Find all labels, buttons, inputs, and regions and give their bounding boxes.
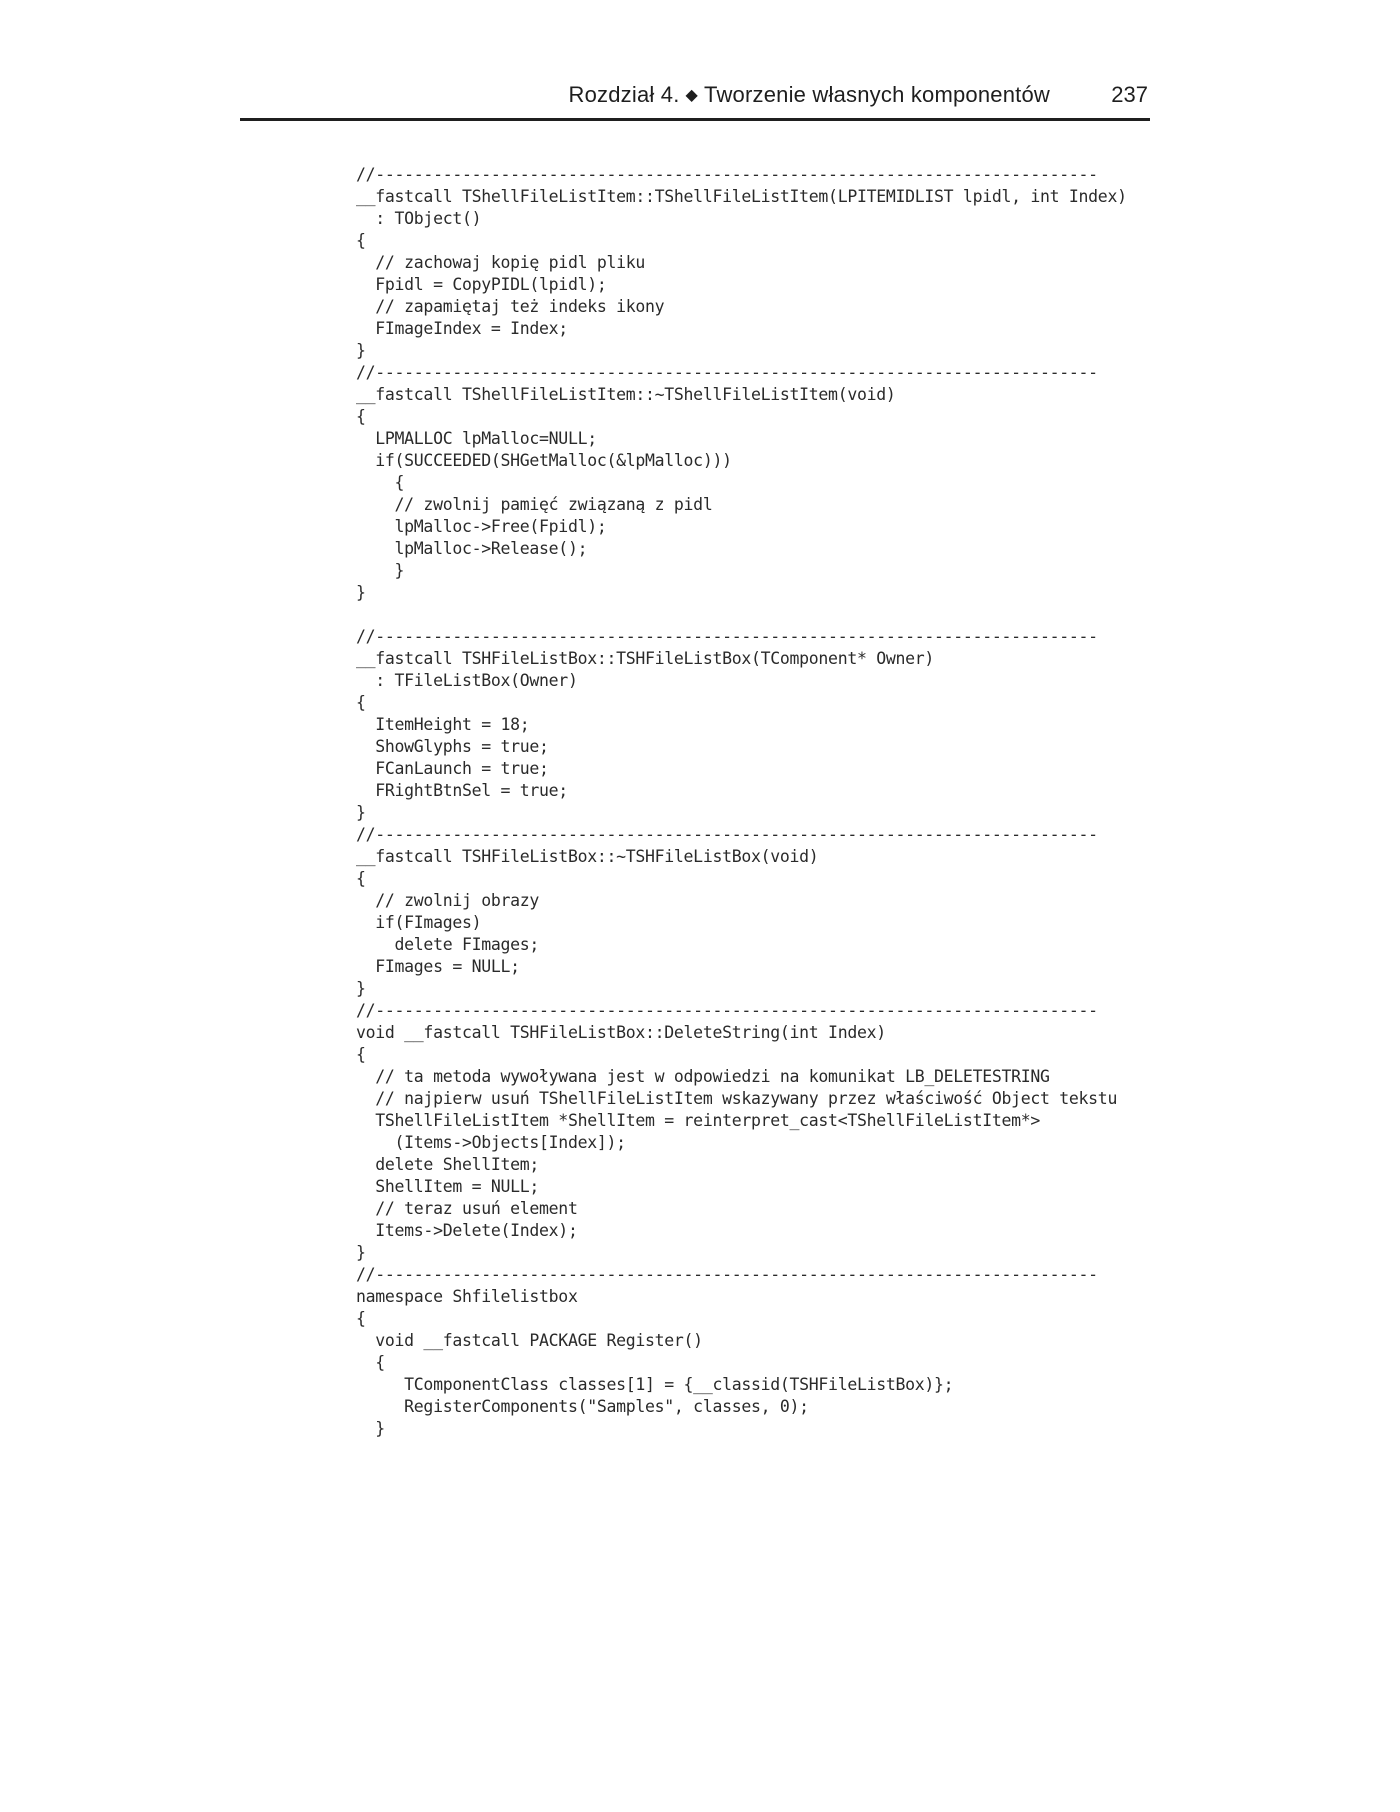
code-line: // ta metoda wywoływana jest w odpowiedzi na komunikat LB_DELETESTRING [356, 1067, 1050, 1086]
code-line: //--------------------------------------------------------------------------- [356, 363, 1098, 382]
chapter-title: Tworzenie własnych komponentów [704, 82, 1050, 107]
code-line: void __fastcall TSHFileListBox::DeleteString(int Index) [356, 1023, 886, 1042]
code-line: TShellFileListItem *ShellItem = reinterpret_cast<TShellFileListItem*> [356, 1111, 1041, 1130]
code-line: { [356, 1045, 366, 1064]
code-line: } [356, 1243, 366, 1262]
code-line: namespace Shfilelistbox [356, 1287, 578, 1306]
code-line: lpMalloc->Release(); [356, 539, 588, 558]
code-line: (Items->Objects[Index]); [356, 1133, 626, 1152]
code-line: TComponentClass classes[1] = {__classid(TSHFileListBox)}; [356, 1375, 954, 1394]
code-line: FRightBtnSel = true; [356, 781, 568, 800]
code-line: : TObject() [356, 209, 482, 228]
code-line: // teraz usuń element [356, 1199, 578, 1218]
code-line: delete ShellItem; [356, 1155, 540, 1174]
code-line: // najpierw usuń TShellFileListItem wskazywany przez właściwość Object tekstu [356, 1089, 1118, 1108]
code-line: __fastcall TShellFileListItem::~TShellFileListItem(void) [356, 385, 896, 404]
code-line: ShowGlyphs = true; [356, 737, 549, 756]
code-line: delete FImages; [356, 935, 540, 954]
code-line: LPMALLOC lpMalloc=NULL; [356, 429, 597, 448]
code-line: // zwolnij pamięć związaną z pidl [356, 495, 713, 514]
code-line: //--------------------------------------------------------------------------- [356, 825, 1098, 844]
code-line: //--------------------------------------------------------------------------- [356, 165, 1098, 184]
code-line: } [356, 583, 366, 602]
code-line: { [356, 473, 405, 492]
code-line: void __fastcall PACKAGE Register() [356, 1331, 703, 1350]
code-line: //--------------------------------------------------------------------------- [356, 627, 1098, 646]
code-line: if(SUCCEEDED(SHGetMalloc(&lpMalloc))) [356, 451, 732, 470]
code-line: // zwolnij obrazy [356, 891, 540, 910]
code-line: ShellItem = NULL; [356, 1177, 540, 1196]
code-line: //--------------------------------------------------------------------------- [356, 1265, 1098, 1284]
code-line: } [356, 1419, 385, 1438]
code-line: { [356, 693, 366, 712]
code-line: RegisterComponents("Samples", classes, 0); [356, 1397, 809, 1416]
page-number: 237 [1111, 82, 1148, 107]
code-line: ItemHeight = 18; [356, 715, 530, 734]
code-line: } [356, 341, 366, 360]
code-line: Fpidl = CopyPIDL(lpidl); [356, 275, 607, 294]
code-line: if(FImages) [356, 913, 482, 932]
code-line: { [356, 869, 366, 888]
running-head [569, 82, 1051, 108]
code-line: FCanLaunch = true; [356, 759, 549, 778]
code-listing [356, 164, 1127, 1440]
code-line: FImages = NULL; [356, 957, 520, 976]
code-line: FImageIndex = Index; [356, 319, 568, 338]
code-line: Items->Delete(Index); [356, 1221, 578, 1240]
code-line: __fastcall TSHFileListBox::TSHFileListBox(TComponent* Owner) [356, 649, 935, 668]
code-line: //--------------------------------------------------------------------------- [356, 1001, 1098, 1020]
code-line: __fastcall TSHFileListBox::~TSHFileListBox(void) [356, 847, 819, 866]
code-line: { [356, 407, 366, 426]
code-line: } [356, 979, 366, 998]
code-line: { [356, 1353, 385, 1372]
code-line: { [356, 231, 366, 250]
page-header [240, 78, 1150, 121]
chapter-label: Rozdział 4. [568, 82, 680, 107]
code-line: : TFileListBox(Owner) [356, 671, 578, 690]
code-line: // zachowaj kopię pidl pliku [356, 253, 646, 272]
code-line [356, 604, 1127, 626]
code-line: // zapamiętaj też indeks ikony [356, 297, 665, 316]
code-line: __fastcall TShellFileListItem::TShellFileListItem(LPITEMIDLIST lpidl, int Index) [356, 187, 1127, 206]
code-line: } [356, 803, 366, 822]
code-line: { [356, 1309, 366, 1328]
diamond-icon: ◆ [685, 87, 699, 104]
code-line: lpMalloc->Free(Fpidl); [356, 517, 607, 536]
code-line: } [356, 561, 405, 580]
